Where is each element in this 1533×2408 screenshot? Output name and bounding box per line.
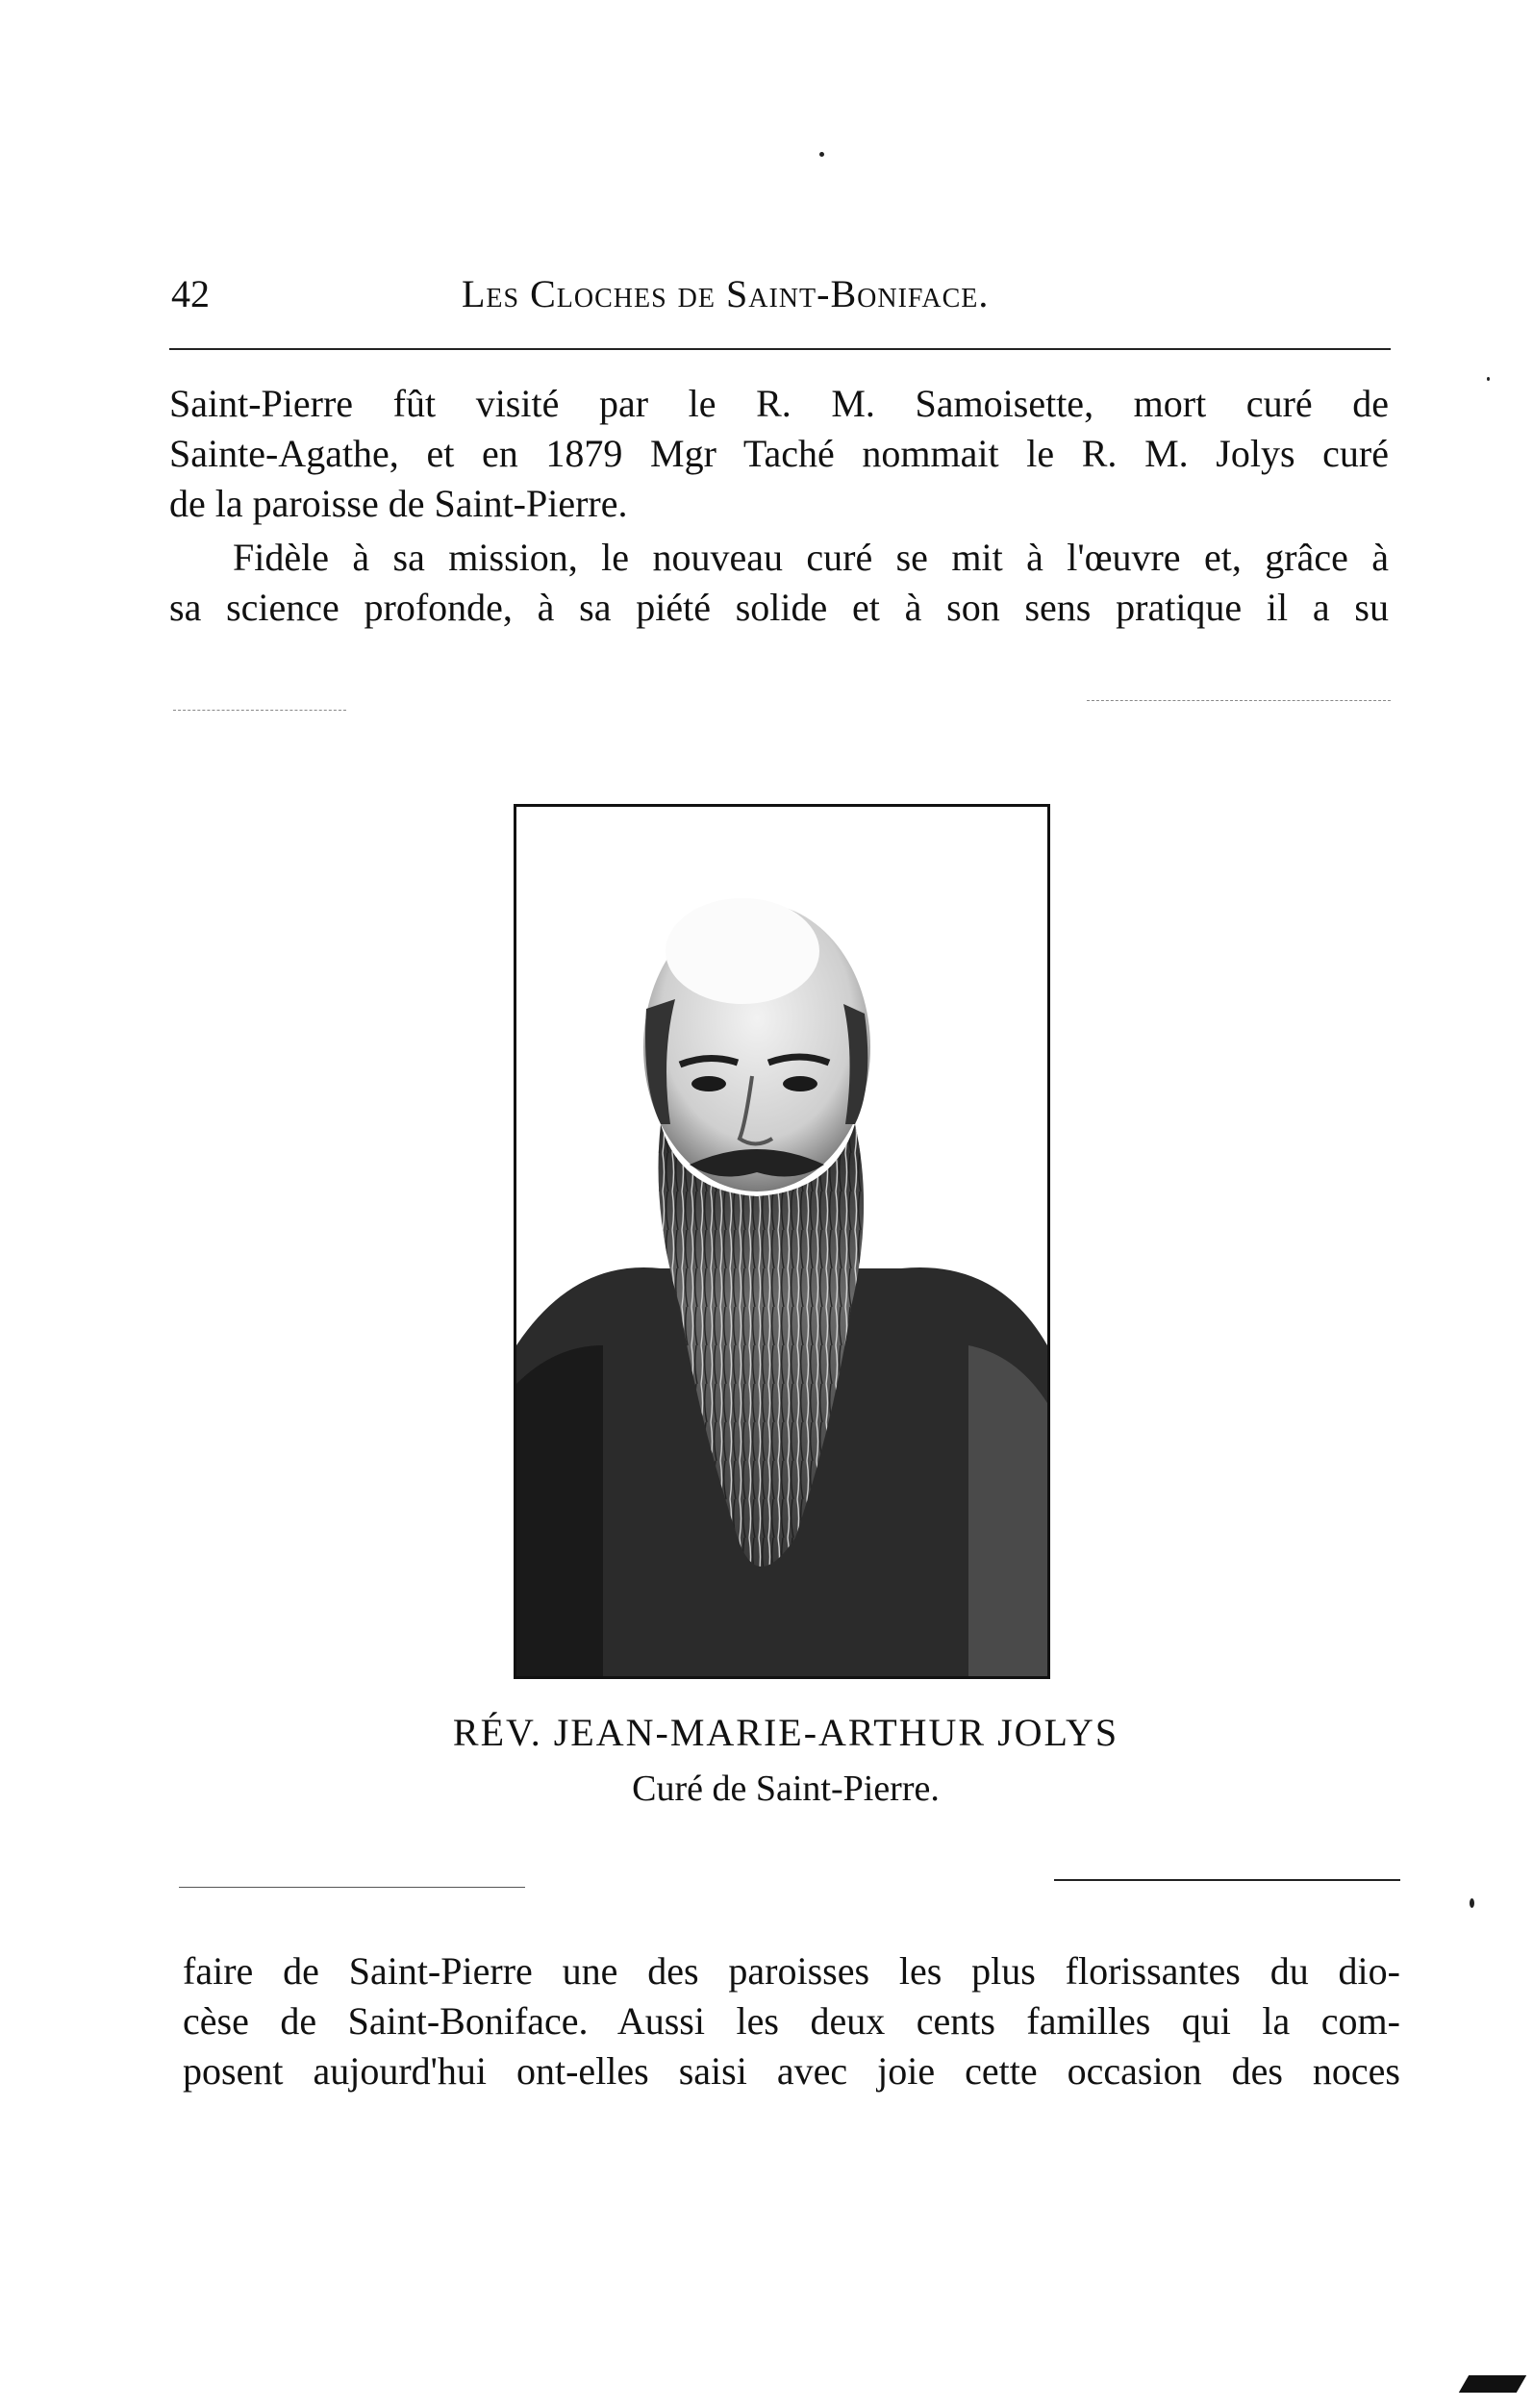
portrait-photo (514, 804, 1050, 1679)
separator-rule (1087, 700, 1391, 701)
text-line: cèse de Saint-Boniface. Aussi les deux cents familles qui la com- (183, 1999, 1400, 2043)
scan-speck (819, 152, 824, 157)
header-rule (169, 348, 1391, 350)
text-line: Saint-Pierre fût visité par le R. M. Samoisette, mort curé de (169, 382, 1389, 425)
text-line: posent aujourd'hui ont-elles saisi avec joie cette occasion des noces (183, 2049, 1400, 2093)
text-line: Sainte-Agathe, et en 1879 Mgr Taché nommait le R. M. Jolys curé (169, 432, 1389, 475)
separator-rule (173, 710, 346, 711)
text-line: de la paroisse de Saint-Pierre. (169, 482, 628, 525)
text-line: faire de Saint-Pierre une des paroisses les plus florissantes du dio- (183, 1949, 1400, 1993)
figure-caption-role: Curé de Saint-Pierre. (632, 1768, 940, 1809)
text-line: sa science profonde, à sa piété solide et à son sens pratique il a su (169, 586, 1389, 629)
scan-edge-mark (1459, 2375, 1526, 2393)
separator-rule (179, 1887, 525, 1888)
figure-caption-name: RÉV. JEAN-MARIE-ARTHUR JOLYS (452, 1711, 1119, 1754)
running-head: Les Cloches de Saint-Boniface. (462, 272, 990, 315)
text-line: Fidèle à sa mission, le nouveau curé se mit à l'œuvre et, grâce à (233, 536, 1389, 579)
separator-rule (1054, 1879, 1400, 1881)
scan-speck (1487, 377, 1490, 381)
bottom-text-block (183, 1946, 1400, 2096)
top-text-block (169, 379, 1389, 633)
page-number: 42 (171, 272, 210, 315)
portrait-image (516, 807, 1047, 1676)
scan-speck (1470, 1898, 1474, 1908)
